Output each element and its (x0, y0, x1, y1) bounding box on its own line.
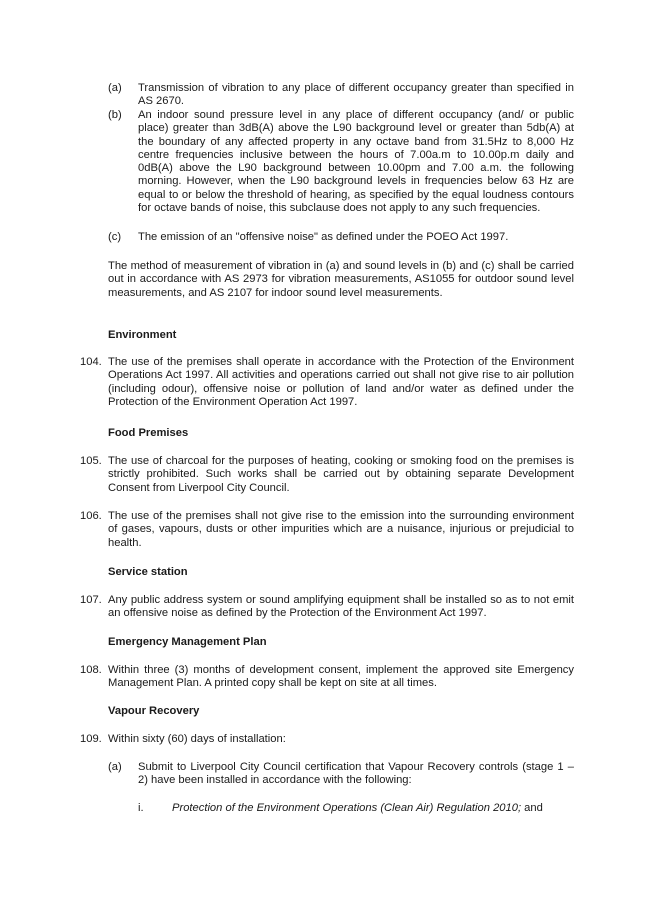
clause-item-c (108, 231, 574, 244)
roman-item-label: i. (138, 802, 144, 814)
method-paragraph: The method of measurement of vibration in (a) and sound levels in (b) and (c) shall be carried out in accordance with AS 2973 for vibration measurements, AS1055 for outdoor sound level measurements, and AS 2107 for indoor sound level measurements. (108, 260, 574, 299)
sub-item-a-text: Submit to Liverpool City Council certification that Vapour Recovery controls (stage 1 – 2) have been installed in accordance with the following: (138, 761, 574, 787)
clause-105-text: The use of charcoal for the purposes of heating, cooking or smoking food on the premises is strictly prohibited. Such works shall be carried out by obtaining separate Development Consent from Liverpool City Council. (108, 455, 574, 494)
roman-item-i-text (172, 802, 574, 815)
clause-number: 108. (80, 664, 102, 676)
clause-108-text: Within three (3) months of development consent, implement the approved site Emergency Management Plan. A printed copy shall be kept on site at all times. (108, 664, 574, 690)
section-heading-emergency-plan: Emergency Management Plan (108, 636, 267, 648)
conjunction-text: and (521, 802, 543, 814)
sub-item-label: (a) (108, 761, 122, 773)
clause-number: 106. (80, 510, 102, 522)
item-label: (a) (108, 82, 122, 94)
clause-104-text: The use of the premises shall operate in accordance with the Protection of the Environment Operations Act 1997. All activities and operations carried out shall not give rise to air pollution (including odour), offensive noise or pollution of land and/or water as defined under the Protection of the Environment Operation Act 1997. (108, 356, 574, 408)
item-text: An indoor sound pressure level in any place of different occupancy (and/ or public place) greater than 3dB(A) above the L90 background level or greater than 5db(A) at the boundary of any affected property in any octave band from 31.5Hz to 8,000 Hz centre frequencies inclusive between the hours of 7.00a.m to 10.00p.m daily and 0dB(A) above the L90 background between 10.00pm and 7.00 a.m. the following morning. However, when the L90 background levels in frequencies below 63 Hz are equal to or below the threshold of hearing, as specified by the equal loudness contours for octave bands of noise, this subclause does not apply to any such frequencies. (138, 109, 574, 215)
clause-number: 105. (80, 455, 102, 467)
clause-number: 109. (80, 733, 102, 745)
regulation-title: Protection of the Environment Operations (Clean Air) Regulation 2010; (172, 802, 522, 814)
clause-number: 107. (80, 594, 102, 606)
item-label: (b) (108, 109, 122, 121)
clause-item-a (108, 82, 574, 109)
clause-item-b (108, 109, 574, 215)
item-label: (c) (108, 231, 122, 243)
section-heading-service-station: Service station (108, 566, 188, 578)
clause-107-text: Any public address system or sound amplifying equipment shall be installed so as to not emit an offensive noise as defined by the Protection of the Environment Act 1997. (108, 594, 574, 620)
clause-109-text: Within sixty (60) days of installation: (108, 733, 286, 745)
clause-number: 104. (80, 356, 102, 368)
item-text: Transmission of vibration to any place of different occupancy greater than specified in AS 2670. (138, 82, 574, 108)
section-heading-food-premises: Food Premises (108, 427, 189, 439)
section-heading-environment: Environment (108, 329, 177, 341)
section-heading-vapour-recovery: Vapour Recovery (108, 705, 200, 717)
clause-106-text: The use of the premises shall not give rise to the emission into the surrounding environment of gases, vapours, dusts or other impurities which are a nuisance, injurious or prejudicial to health. (108, 510, 574, 549)
item-text: The emission of an "offensive noise" as defined under the POEO Act 1997. (138, 231, 509, 243)
